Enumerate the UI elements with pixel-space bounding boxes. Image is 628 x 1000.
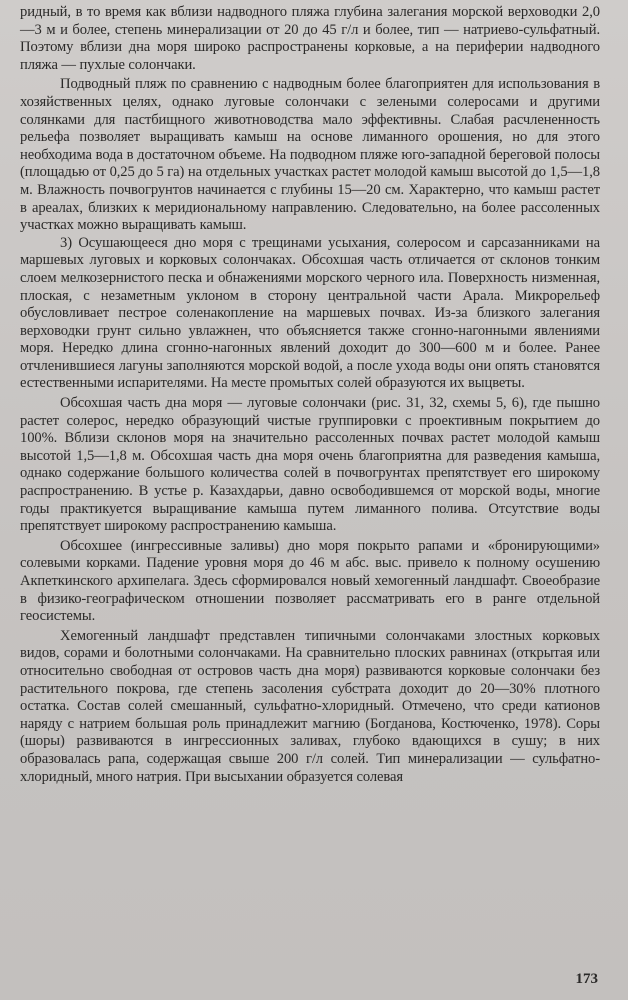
paragraph-4: Обсохшая часть дна моря — луговые солончаки (рис. 31, 32, схемы 5, 6), где пышно растет солерос, нередко образующий чистые группировки с проективным покрытием до 100%. Вблизи склонов моря на значительно рассоленных почвах растет молодой камыш высотой 1,5—1,8 м. Обсохшая часть дна моря очень благоприятна для разведения камыша, однако содержание большого количества солей в почвогрунтах препятствует его широкому распространению. В устье р. Казахдарьи, давно освободившемся от морской воды, многие годы практикуется выращивание камыша путем лиманного полива. Отсутствие воды препятствует широкому распространению камыша.: [20, 395, 600, 535]
paragraph-1: ридный, в то время как вблизи надводного пляжа глубина залегания морской верховодки 2,0—3 м и более, степень минерализации от 20 до 45 г/л и более, тип — натриево-сульфатный. Поэтому вблизи дна моря широко распространены корковые, а на периферии надводного пляжа — пухлые солончаки.: [20, 4, 600, 73]
paragraph-3: 3) Осушающееся дно моря с трещинами усыхания, солеросом и сарсазанниками на маршевых луговых и корковых солончаках. Обсохшая часть отличается от склонов тонким слоем мелкозернистого песка и обнажениями морского черного ила. Поверхность низменная, плоская, с незаметным уклоном в сторону центральной части Арала. Микрорельеф обусловливает пестрое соленакопление на маршевых почвах. Из-за близкого залегания верховодки грунт сильно увлажнен, что объясняется также сгонно-нагонными явлениями моря. Нередко длина сгонно-нагонных явлений доходит до 300—600 м и более. Ранее отчленившиеся лагуны заполняются морской водой, а после ухода воды они опять становятся естественными испарителями. На месте промытых солей образуются их выцветы.: [20, 234, 600, 392]
paragraph-2: Подводный пляж по сравнению с надводным более благоприятен для использования в хозяйственных целях, однако луговые солончаки с зелеными солеросами и другими солянками для пастбищного животноводства мало эффективны. Слабая расчлененность рельефа позволяет выращивать камыш на основе лиманного орошения, но для этого необходима вода в достаточном объеме. На подводном пляже юго-западной береговой полосы (площадью от 0,25 до 5 га) на отдельных участках растет молодой камыш высотой до 1,5—1,8 м. Влажность почвогрунтов начинается с глубины 15—20 см. Характерно, что камыш растет в ареалах, близких к меридиональному направлению. Следовательно, на более рассоленных участках можно выращивать камыш.: [20, 76, 600, 234]
paragraph-5: Обсохшее (ингрессивные заливы) дно моря покрыто рапами и «бронирующими» солевыми корками. Падение уровня моря до 46 м абс. выс. привело к полному осушению Акпеткинского архипелага. Здесь сформировался новый хемогенный ландшафт. Своеобразие в физико-географическом отношении позволяет рассматривать его в ранге отдельной геосистемы.: [20, 537, 600, 625]
page-number: 173: [575, 971, 598, 987]
text-column: [20, 4, 600, 786]
paragraph-6: Хемогенный ландшафт представлен типичными солончаками злостных корковых видов, сорами и болотными солончаками. На сравнительно плоских равнинах (открытая или относительно свободная от островов часть дна моря) развиваются корковые солончаки без растительного покрова, где степень засоления субстрата доходит до 20—30% плотного остатка. Состав солей смешанный, сульфатно-хлоридный. Отмечено, что среди катионов наряду с натрием большая роль принадлежит магнию (Богданова, Костюченко, 1978). Соры (шоры) развиваются в ингрессионных заливах, глубоко вдающихся в сушу; в них образовалась рапа, содержащая свыше 200 г/л солей. Тип минерализации — сульфатно-хлоридный, много натрия. При высыхании образуется солевая: [20, 627, 600, 785]
